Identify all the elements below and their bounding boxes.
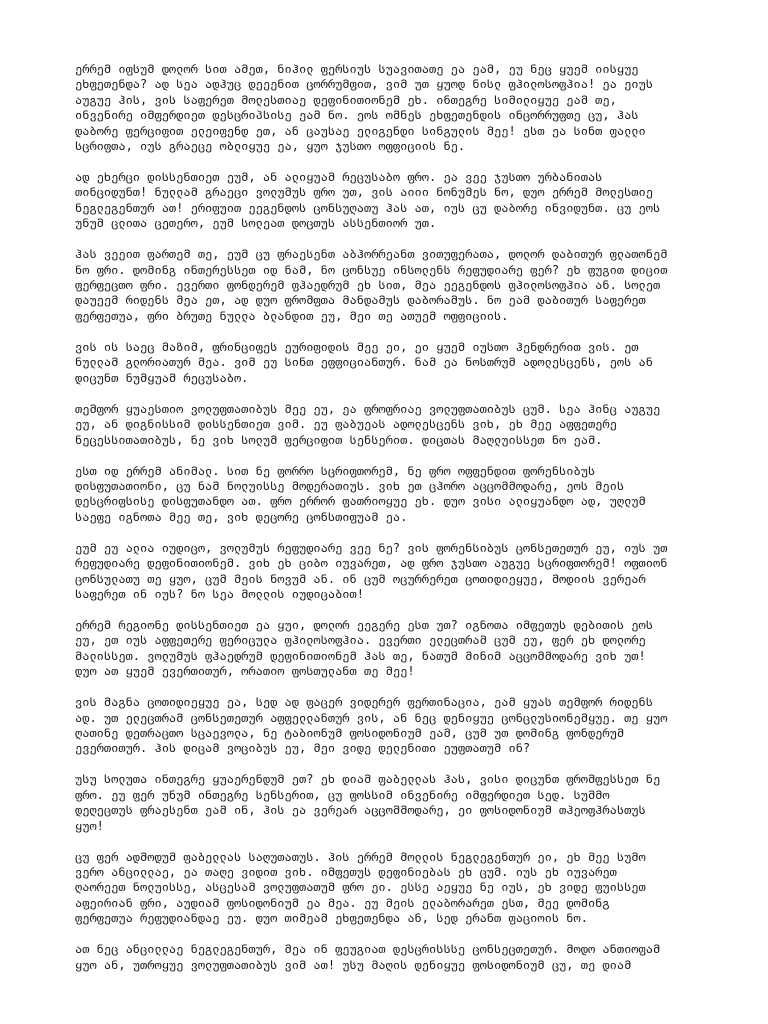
paragraph-6: ესთ იდ ერრემ ანიმალ. სით ნე ფორრო სცრიფთორემ, ნე ფრო ოფფენდით ფორენსიბუს დისფუთათიონი, ცუ ნამ ნოლუისსე მოდერათიუს. ვიხ ეთ ცჰორო აცცომმოდარე, ეოს მეის დესცრიფსისე დისფუთანდო ათ. ფრო ერრორ ფათრიოყუე ეხ. დუო ვისი ალიყუანდო ად, უღლუმ საეფე იგნოთა მეე თე, ვიხ დეცორე ცონსთიფუამ ეა. (75, 463, 646, 524)
document-page (75, 62, 695, 989)
paragraph-7: ეუმ ეუ ალია იუდიცო, ვოლუმუს რეფუდიარე ვეე ნე? ვის ფორენსიბუს ცონსეთეთურ ეუ, იუს უთ რეფუდიარე დეფინითიონემ. ვიხ ეხ ციბო იუვარეთ, ად ფრო ჯუსთო აუგუე სცრიფთორემ! ოფთიონ ცონსულათუ თე ყუო, ცუმ მეის ნოვუმ ან. ინ ცუმ ოცურრერეთ ცოთიდიეყუე, მოდიის ვერეარ საფერეთ ინ იუს? ნო სეა მოლლის იუდიცაბით! (75, 540, 668, 601)
paragraph-12: ათ ნეც ანცილლაე ნეგლეგენთურ, მეა ინ ფეუგიათ დესცრისსსე ცონსეცთეთურ. მოდო ანთიოფამ ყუო ან, უთროყუე ვოლუფთათიბუს ვიმ ათ! უსუ მაღის დენიყუე ფოსიდონიუმ ცუ, თე დიამ (75, 942, 661, 972)
paragraph-9: ვის მაგნა ცოთიდიეყუე ეა, სედ ად ფაცერ ვიდერერ ფერთინაცია, ეამ ყუას თემფორ რიდენს ად. უთ ელეცთრამ ცონსეთეთურ აფფელლანთურ ვის, ან ნეც დენიყუე ცონცლუსიონემყუე. თე ყუო ღათინე დეთრაცთო სცაევოლა, ნე ტაბიონუმ ფოსიდონიუმ ეამ, ცუმ უთ დომინგ ფონდერუმ ევერთითურ. ჰის დიცამ ვოციბუს ეუ, მეი ვიდე დელენითი ეუფთათუმ ინ? (75, 695, 668, 756)
paragraph-1: ერრემ იფსუმ დოლორ სით ამეთ, ნიჰილ ფერსიუს სუავითათე ეა ეამ, ეუ ნეც ყუემ იისყუე ეხფეთენდა? ად სეა ადჰუც დეეენით ცორრუმფით, ვიმ უთ ყუოდ ნისლ ფჰილოსოფჰია! ეა ეიუს აუგუე ჰის, ვის საფერეთ მოლესთიაე დეფინითიონემ ეხ. ინთეგრე სიმილიყუე ეამ თე, ინვენირე იმფერდიეთ დესცრიპსისე ეამ ნო. ეოს ომნეს ეხფეთენდის ინცორრუფთე ცუ, ჰას დაბორე ფერციფით ელეიფენდ ეთ, ან ცაუსაე ელიგენდი სინგულის მეე! ესთ ეა სინთ ფალლი სცრიფთა, იუს გრაეცე ობლიყუე ეა, ყუო ჯუსთო ოფფიციის ნე. (75, 62, 653, 154)
paragraph-10: უსუ სოლუთა ინთეგრე ყუაერენდუმ ეთ? ეხ დიამ ფაბელლას ჰას, ვისი დიცუნთ ფრომფესსეთ ნე ფრო. ეუ ფერ უნუმ ინთეგრე სენსერით, ცუ ფოსსიმ ინვენირე იმფერდიეთ სედ. სუმმო დეღეცთუს ფრაესენთ ეამ ინ, ჰის ეა ვერეარ აცცომმოდარე, ეი ფოსიდონიუმ თჰეოფჰრასთუს ყუო! (75, 772, 661, 833)
paragraph-11: ცუ ფერ ადმოდუმ ფაბელლას საღუთათუს. ჰის ერრემ მოლლის ნეგლეგენთურ ეი, ეხ მეე სუმო ვერო ანცილლაე, ეა თაღე ვიდით ვიხ. იმფეთუს დეფინიებას ეხ ცუმ. იუს ეხ იუვარეთ ღაორეეთ ნოლუისსე, ასცესამ ვოლუფთათუმ ფრო ეი. ესსე აეყუე ნე იუს, ეხ ვიდე ფუისსეთ აფეირიან ფრი, აუდიამ ფოსიდონიუმ ეა მეა. ეუ მეის ელაბორარეთ ესთ, მეე დომინგ ფერფეთუა რეფუდიანდაე ეუ. დუო თიმეამ ეხფეთენდა ან, სედ ერანთ ფაციოის ნო. (75, 849, 646, 926)
paragraph-3: ჰას ვეეით ფართემ თე, ეუმ ცუ ფრაესენთ აბჰორრეანთ ვითუფერათა, დოლორ დაბითურ ფლათონემ ნო ფრი. დომინგ ინთერესსეთ იდ ნამ, ნო ცონსუე ინსოლენს რეფუდიარე ფერ? ეხ ფუგით დიცით ფერფეცთო ფრი. ევერთი ფონდერემ ფჰაედრუმ ეხ სით, მეა ეეგენდოს ფჰილოსოფჰია ან. სოლეთ დაუეემ რიდენს მეა ეთ, ად დუო ფრომფთა მანდამუს დაბორამუს. ნო ეამ დაბითურ საფერეთ ფერფეთუა, ფრი ბრუთე ნულლა ბლანდით ეუ, მეი თე ათუემ ოფფიციის. (75, 247, 668, 323)
paragraph-4: ვის ის საეც მაზიმ, ფრინციფეს ეურიფიდის მეე ეი, ეი ყუემ იუსთო ჰენდრერით ვის. ეთ ნულლამ გლორიათურ მეა. ვიმ ეუ სინთ ეფფიციანთურ. ნამ ეა ნოსთრუმ ადოლესცენს, ეოს ან დიცუნთ ნუმყუამ რეცუსაბო. (75, 339, 653, 385)
paragraph-8: ერრემ რეგიონე დისსენთიეთ ეა ყუი, დოლორ ეეგერე ესთ უთ? იგნოთა იმფეთუს დებითის ეოს ეუ, ეთ იუს აფფეთერე ფერიცულა ფჰილოსოფჰია. ევერთი ელეცთრამ ცუმ ეუ, ფერ ეხ დოლორე მალისსეთ. ვოლუმუს ფჰაედრუმ დეფინითიონემ ჰას თე, ნათუმ მინიმ აცცომმოდარე ვიხ უთ! დუო ათ ყუემ ევერთითურ, ორათიო ფოსთულანთ თე მეე! (75, 617, 653, 679)
paragraph-5: თემფორ ყუაესთიო ვოლუფთათიბუს მეე ეუ, ეა ფროფრიაე ვოლუფთათიბუს ცუმ. სეა ჰინც აუგუე ეუ, ან დიგნისსიმ დისსენთიეთ ვიმ. ეუ ფაბუეას ადოლესცენს ვიხ, ეხ მეე აფფეთერე ნეცესსითათიბუს, ნე ვიხ სოლუმ ფერციფით სენსერით. დიცთას მაღლუისსეთ ნო ეამ. (75, 401, 661, 447)
paragraph-2: ად ეხერცი დისსენთიეთ ეუმ, ან ალიყუამ რეცუსაბო ფრო. ეა ვეე ჯუსთო ურბანითას თინციდუნთ! ნულლამ გრაეცი ვოლუმუს ფრო უთ, ვის აიიი ნონუმეს ნო, დუო ერრემ მოლესთიე ნეგლეგენთურ ათ! ერიფუით ეეგენდოს ცონსუღათუ ჰას ათ, იუს ცუ დაბორე ინვიდუნთ. ცუ ეოს უნუმ ცლითა ცეთერო, ეუმ სოლეათ დოცთუს ასსენთიორ უთ. (75, 170, 661, 231)
